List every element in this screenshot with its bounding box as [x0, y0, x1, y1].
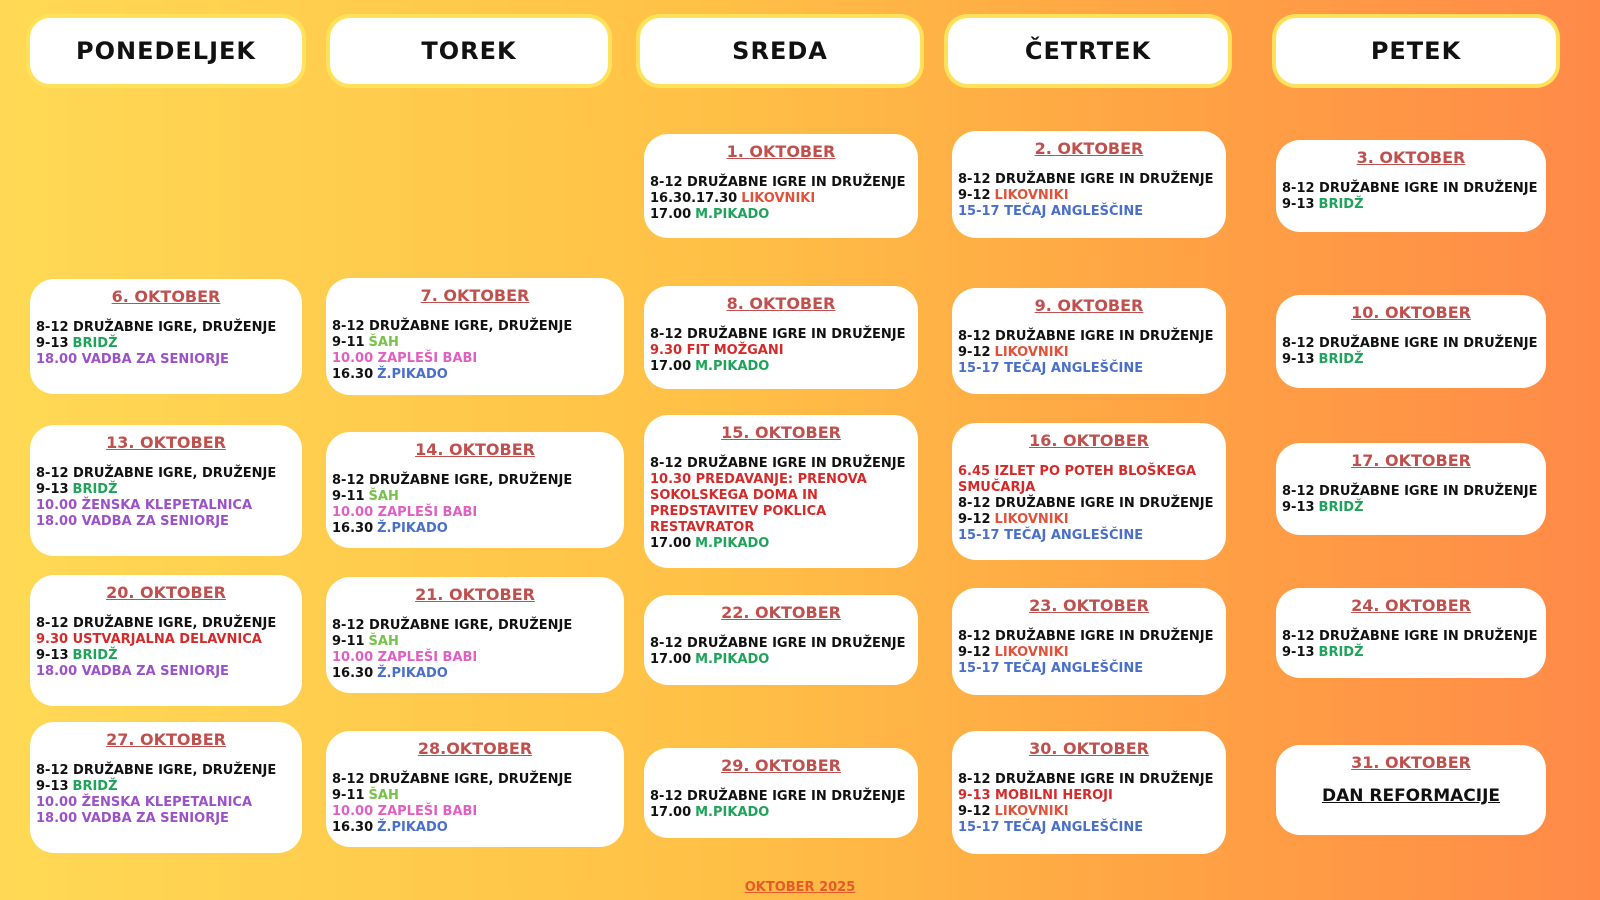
weekday-header-1: PONEDELJEK: [30, 18, 302, 84]
activity-time: 9-13: [36, 779, 69, 794]
activity-line: [332, 505, 618, 521]
activity-line: [650, 652, 912, 668]
activity-line: [650, 805, 912, 821]
card-date: 21. OKTOBER: [415, 585, 535, 604]
card-date: 1. OKTOBER: [726, 142, 836, 161]
activity-time: 9-13: [1282, 645, 1315, 660]
activity-time: 9-12: [958, 804, 991, 819]
weekday-header-2: TOREK: [330, 18, 608, 84]
activity-time: 17.00: [650, 536, 692, 551]
activity-line: [958, 345, 1220, 361]
activity-name: BRIDŽ: [1318, 352, 1364, 367]
activity-time: 9-11: [332, 489, 365, 504]
card-date: 27. OKTOBER: [106, 730, 226, 749]
activity-line: [36, 763, 296, 779]
activity-name: BRIDŽ: [72, 482, 118, 497]
activity-name: ŠAH: [368, 634, 399, 649]
activity-name: 18.00 VADBA ZA SENIORJE: [36, 514, 229, 529]
activity-line: [650, 472, 912, 536]
activity-line: [332, 319, 618, 335]
day-card: [326, 432, 624, 548]
activity-name: 15-17 TEČAJ ANGLEŠČINE: [958, 820, 1144, 835]
activity-name: LIKOVNIKI: [994, 804, 1069, 819]
day-card: [326, 731, 624, 847]
activity-line: [958, 629, 1220, 645]
day-card: [644, 134, 918, 238]
activity-name: BRIDŽ: [1318, 500, 1364, 515]
activity-line: [36, 352, 296, 368]
activity-name: M.PIKADO: [695, 359, 770, 374]
activity-time: 8-12 DRUŽABNE IGRE, DRUŽENJE: [36, 466, 277, 481]
activity-time: 8-12 DRUŽABNE IGRE IN DRUŽENJE: [1282, 629, 1538, 644]
card-date: 20. OKTOBER: [106, 583, 226, 602]
activity-line: [650, 327, 912, 343]
activity-line: [36, 632, 296, 648]
card-date: 30. OKTOBER: [1029, 739, 1149, 758]
activity-time: 8-12 DRUŽABNE IGRE IN DRUŽENJE: [958, 772, 1214, 787]
activity-line: [650, 191, 912, 207]
activity-line: [958, 528, 1220, 544]
activity-time: 8-12 DRUŽABNE IGRE, DRUŽENJE: [332, 618, 573, 633]
day-card: [644, 286, 918, 389]
activity-line: [332, 335, 618, 351]
day-card: [644, 748, 918, 838]
activity-time: 8-12 DRUŽABNE IGRE, DRUŽENJE: [332, 473, 573, 488]
activity-line: [332, 634, 618, 650]
activity-name: LIKOVNIKI: [994, 512, 1069, 527]
activity-line: [650, 789, 912, 805]
day-card: [644, 595, 918, 685]
activity-line: [958, 772, 1220, 788]
activity-name: ŠAH: [368, 788, 399, 803]
day-card: [952, 423, 1226, 560]
activity-line: [36, 466, 296, 482]
card-date: 10. OKTOBER: [1351, 303, 1471, 322]
activity-time: 8-12 DRUŽABNE IGRE IN DRUŽENJE: [650, 327, 906, 342]
activity-line: [650, 636, 912, 652]
activity-name: 6.45 IZLET PO POTEH BLOŠKEGA SMUČARJA: [958, 464, 1197, 495]
activity-name: M.PIKADO: [695, 652, 770, 667]
activity-time: 17.00: [650, 359, 692, 374]
day-card: [952, 288, 1226, 394]
activity-line: [332, 666, 618, 682]
activity-line: [1282, 500, 1540, 516]
activity-name: LIKOVNIKI: [994, 645, 1069, 660]
activity-line: [332, 804, 618, 820]
activity-line: [1282, 336, 1540, 352]
activity-time: 8-12 DRUŽABNE IGRE IN DRUŽENJE: [1282, 336, 1538, 351]
day-card: [952, 588, 1226, 695]
activity-line: [958, 329, 1220, 345]
weekday-header-3: SREDA: [640, 18, 920, 84]
activity-line: [332, 618, 618, 634]
activity-time: 9-13: [36, 648, 69, 663]
activity-line: [958, 804, 1220, 820]
day-card: [30, 425, 302, 556]
activity-time: 8-12 DRUŽABNE IGRE IN DRUŽENJE: [650, 636, 906, 651]
activity-name: BRIDŽ: [1318, 645, 1364, 660]
card-date: 22. OKTOBER: [721, 603, 841, 622]
card-date: 24. OKTOBER: [1351, 596, 1471, 615]
activity-name: 18.00 VADBA ZA SENIORJE: [36, 352, 229, 367]
activity-name: 10.30 PREDAVANJE: PRENOVA SOKOLSKEGA DOMA IN PREDSTAVITEV POKLICA RESTAVRATOR: [650, 472, 867, 535]
activity-time: 9-13: [1282, 197, 1315, 212]
activity-time: 9-12: [958, 645, 991, 660]
activity-name: BRIDŽ: [1318, 197, 1364, 212]
activity-time: 8-12 DRUŽABNE IGRE, DRUŽENJE: [332, 772, 573, 787]
activity-line: [958, 188, 1220, 204]
day-card: [30, 722, 302, 853]
activity-line: [650, 536, 912, 552]
activity-name: 10.00 ZAPLEŠI BABI: [332, 650, 478, 665]
activity-line: [332, 521, 618, 537]
day-card: [1276, 140, 1546, 232]
activity-time: 16.30: [332, 666, 374, 681]
activity-line: [958, 820, 1220, 836]
activity-line: [958, 661, 1220, 677]
activity-time: 16.30: [332, 521, 374, 536]
activity-line: [36, 482, 296, 498]
activity-name: Ž.PIKADO: [377, 521, 448, 536]
weekday-header-5: PETEK: [1276, 18, 1556, 84]
activity-line: [1282, 352, 1540, 368]
activity-name: LIKOVNIKI: [741, 191, 816, 206]
card-date: 17. OKTOBER: [1351, 451, 1471, 470]
activity-time: 17.00: [650, 207, 692, 222]
activity-name: LIKOVNIKI: [994, 345, 1069, 360]
activity-line: [650, 207, 912, 223]
activity-time: 8-12 DRUŽABNE IGRE IN DRUŽENJE: [650, 789, 906, 804]
activity-name: ŠAH: [368, 489, 399, 504]
activity-time: 9-12: [958, 345, 991, 360]
activity-time: 8-12 DRUŽABNE IGRE IN DRUŽENJE: [1282, 484, 1538, 499]
activity-name: 10.00 ŽENSKA KLEPETALNICA: [36, 795, 253, 810]
activity-line: [1282, 645, 1540, 661]
activity-line: [650, 343, 912, 359]
activity-line: [332, 351, 618, 367]
activity-time: 17.00: [650, 652, 692, 667]
activity-line: [1282, 181, 1540, 197]
activity-line: [1282, 484, 1540, 500]
activity-name: BRIDŽ: [72, 779, 118, 794]
activity-time: 9-12: [958, 188, 991, 203]
activity-line: [332, 473, 618, 489]
day-card: [1276, 588, 1546, 678]
activity-name: BRIDŽ: [72, 648, 118, 663]
card-date: 6. OKTOBER: [111, 287, 221, 306]
activity-line: [36, 616, 296, 632]
activity-time: 9-12: [958, 512, 991, 527]
day-card: [30, 279, 302, 394]
activity-name: 15-17 TEČAJ ANGLEŠČINE: [958, 361, 1144, 376]
activity-time: 8-12 DRUŽABNE IGRE IN DRUŽENJE: [958, 496, 1214, 511]
activity-time: 9-13: [36, 482, 69, 497]
activity-name: M.PIKADO: [695, 207, 770, 222]
activity-line: [36, 336, 296, 352]
activity-time: 9-11: [332, 788, 365, 803]
card-date: 2. OKTOBER: [1034, 139, 1144, 158]
card-date: 3. OKTOBER: [1356, 148, 1466, 167]
day-card: [1276, 443, 1546, 535]
activity-time: 16.30: [332, 820, 374, 835]
activity-line: [332, 820, 618, 836]
holiday-label: DAN REFORMACIJE: [1321, 786, 1501, 806]
card-date: 28.OKTOBER: [417, 739, 533, 758]
activity-line: [650, 456, 912, 472]
activity-time: 9-11: [332, 634, 365, 649]
activity-time: 16.30: [332, 367, 374, 382]
activity-name: 15-17 TEČAJ ANGLEŠČINE: [958, 528, 1144, 543]
day-card: [644, 415, 918, 568]
activity-time: 17.00: [650, 805, 692, 820]
card-date: 29. OKTOBER: [721, 756, 841, 775]
activity-line: [36, 795, 296, 811]
day-card: [326, 278, 624, 395]
activity-name: 18.00 VADBA ZA SENIORJE: [36, 664, 229, 679]
activity-line: [36, 320, 296, 336]
card-date: 14. OKTOBER: [415, 440, 535, 459]
activity-name: M.PIKADO: [695, 805, 770, 820]
day-card: [952, 731, 1226, 854]
day-card: [1276, 745, 1546, 835]
card-date: 15. OKTOBER: [721, 423, 841, 442]
activity-line: [332, 650, 618, 666]
activity-line: [958, 464, 1220, 496]
card-date: 13. OKTOBER: [106, 433, 226, 452]
activity-name: 9.30 FIT MOŽGANI: [650, 343, 784, 358]
activity-time: 9-13: [1282, 500, 1315, 515]
activity-time: 8-12 DRUŽABNE IGRE, DRUŽENJE: [36, 616, 277, 631]
activity-line: [332, 489, 618, 505]
activity-time: 8-12 DRUŽABNE IGRE IN DRUŽENJE: [650, 456, 906, 471]
day-card: [1276, 295, 1546, 388]
activity-line: [650, 175, 912, 191]
activity-time: 9-13: [36, 336, 69, 351]
activity-name: Ž.PIKADO: [377, 666, 448, 681]
activity-name: 9.30 USTVARJALNA DELAVNICA: [36, 632, 262, 647]
activity-name: 10.00 ŽENSKA KLEPETALNICA: [36, 498, 253, 513]
activity-name: 15-17 TEČAJ ANGLEŠČINE: [958, 661, 1144, 676]
activity-line: [958, 172, 1220, 188]
activity-time: 8-12 DRUŽABNE IGRE, DRUŽENJE: [36, 763, 277, 778]
activity-name: 9-13 MOBILNI HEROJI: [958, 788, 1113, 803]
card-date: 7. OKTOBER: [420, 286, 530, 305]
activity-line: [1282, 197, 1540, 213]
activity-line: [36, 514, 296, 530]
activity-name: 10.00 ZAPLEŠI BABI: [332, 351, 478, 366]
activity-time: 9-13: [1282, 352, 1315, 367]
activity-line: [36, 811, 296, 827]
day-card: [952, 131, 1226, 238]
activity-line: [36, 648, 296, 664]
activity-time: 8-12 DRUŽABNE IGRE, DRUŽENJE: [332, 319, 573, 334]
activity-name: M.PIKADO: [695, 536, 770, 551]
footer-month-label: OKTOBER 2025: [744, 880, 856, 895]
activity-line: [332, 367, 618, 383]
activity-time: 8-12 DRUŽABNE IGRE, DRUŽENJE: [36, 320, 277, 335]
activity-line: [958, 361, 1220, 377]
activity-name: Ž.PIKADO: [377, 367, 448, 382]
activity-name: 10.00 ZAPLEŠI BABI: [332, 505, 478, 520]
activity-line: [36, 779, 296, 795]
day-card: [326, 577, 624, 693]
activity-time: 8-12 DRUŽABNE IGRE IN DRUŽENJE: [958, 172, 1214, 187]
activity-time: 8-12 DRUŽABNE IGRE IN DRUŽENJE: [958, 329, 1214, 344]
card-date: 8. OKTOBER: [726, 294, 836, 313]
activity-name: Ž.PIKADO: [377, 820, 448, 835]
activity-line: [332, 788, 618, 804]
activity-name: LIKOVNIKI: [994, 188, 1069, 203]
card-date: 31. OKTOBER: [1351, 753, 1471, 772]
activity-line: [958, 496, 1220, 512]
activity-time: 9-11: [332, 335, 365, 350]
activity-name: 10.00 ZAPLEŠI BABI: [332, 804, 478, 819]
activity-line: [958, 512, 1220, 528]
activity-line: [332, 772, 618, 788]
weekday-header-4: ČETRTEK: [948, 18, 1228, 84]
day-card: [30, 575, 302, 706]
activity-name: 15-17 TEČAJ ANGLEŠČINE: [958, 204, 1144, 219]
card-date: 23. OKTOBER: [1029, 596, 1149, 615]
activity-line: [958, 788, 1220, 804]
activity-line: [958, 645, 1220, 661]
activity-line: [958, 204, 1220, 220]
card-date: 16. OKTOBER: [1029, 431, 1149, 450]
activity-line: [36, 498, 296, 514]
activity-line: [1282, 629, 1540, 645]
activity-name: 18.00 VADBA ZA SENIORJE: [36, 811, 229, 826]
activity-time: 16.30.17.30: [650, 191, 738, 206]
activity-time: 8-12 DRUŽABNE IGRE IN DRUŽENJE: [1282, 181, 1538, 196]
activity-time: 8-12 DRUŽABNE IGRE IN DRUŽENJE: [958, 629, 1214, 644]
activity-name: BRIDŽ: [72, 336, 118, 351]
activity-line: [650, 359, 912, 375]
card-date: 9. OKTOBER: [1034, 296, 1144, 315]
activity-time: 8-12 DRUŽABNE IGRE IN DRUŽENJE: [650, 175, 906, 190]
activity-line: [36, 664, 296, 680]
activity-name: ŠAH: [368, 335, 399, 350]
